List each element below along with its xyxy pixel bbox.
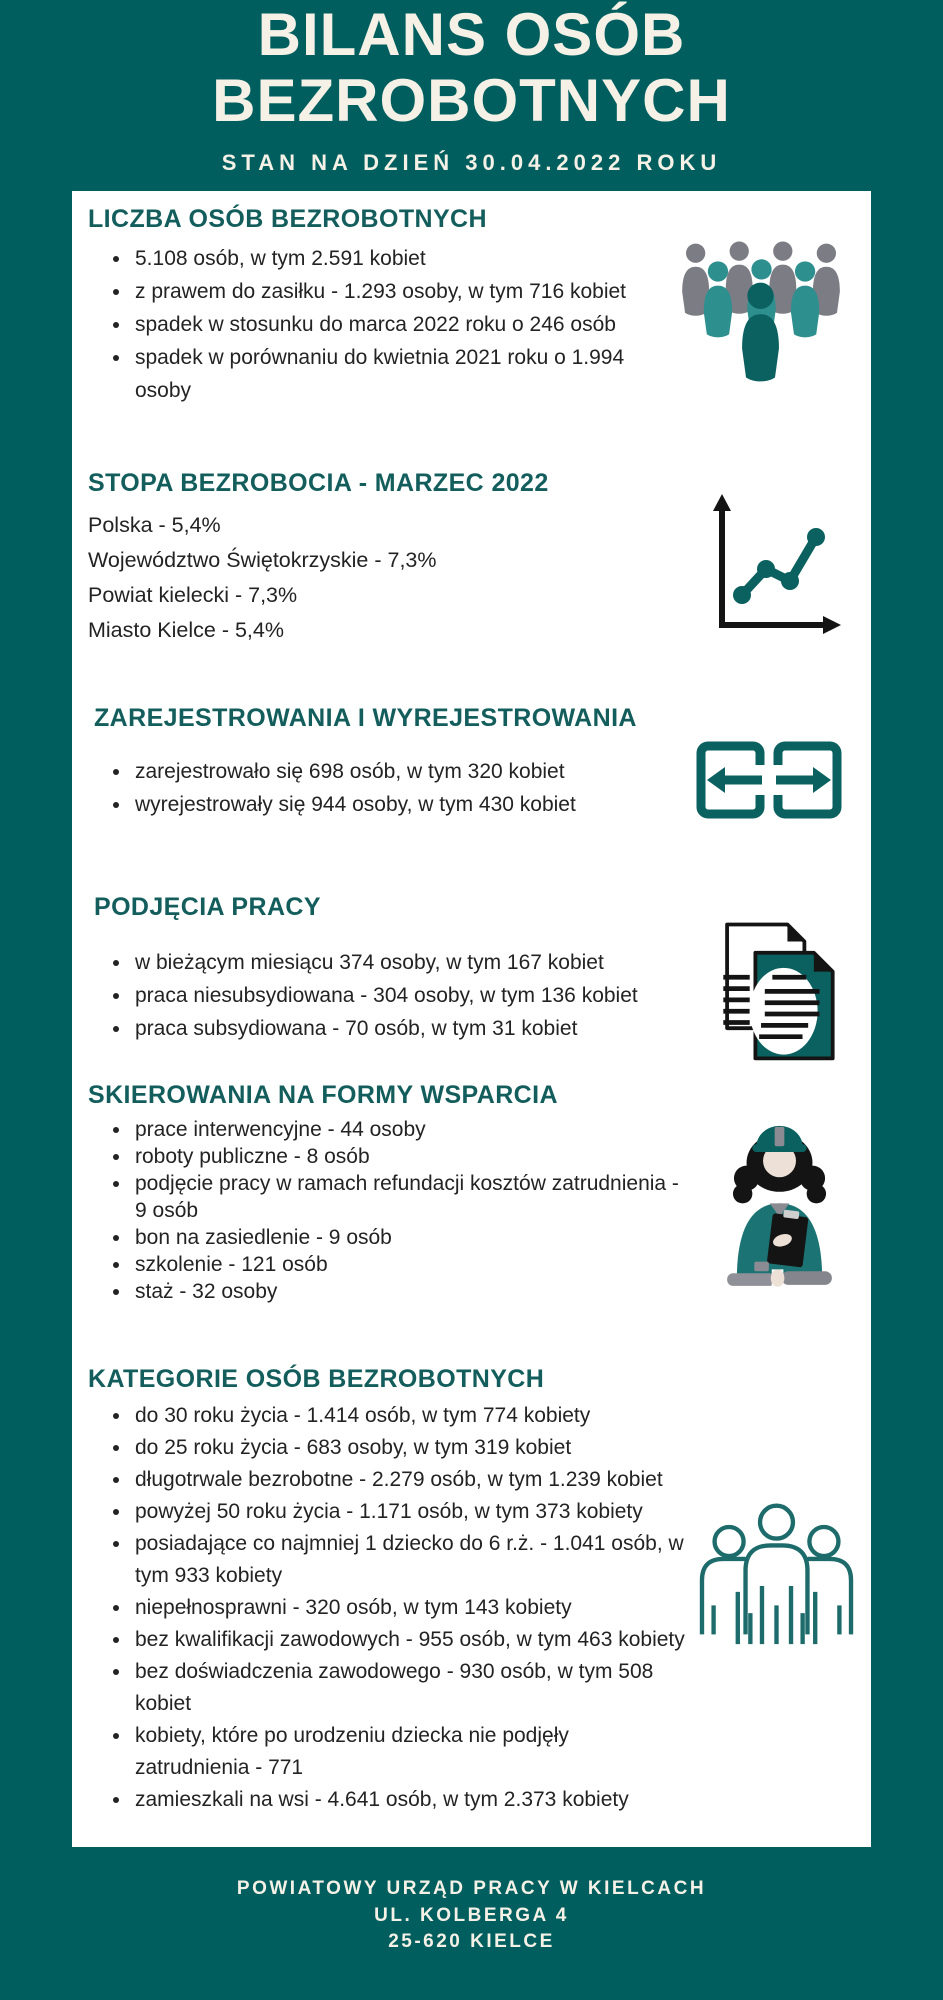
bullet-item: • szkolenie - 121 osób — [132, 1251, 688, 1278]
bullet-item: • posiadające co najmniej 1 dziecko do 6 r.ż. - 1.041 osób, w tym 933 kobiety — [132, 1528, 688, 1592]
section-heading: KATEGORIE OSÓB BEZROBOTNYCH — [88, 1365, 545, 1393]
bullet-item: • niepełnosprawni - 320 osób, w tym 143 kobiety — [132, 1592, 688, 1624]
bullet-list — [88, 1400, 688, 1816]
bullet-item: • do 25 roku życia - 683 osoby, w tym 319 kobiet — [132, 1432, 688, 1464]
bullet-item: • w bieżącym miesiącu 374 osoby, w tym 167 kobiet — [132, 946, 680, 979]
section-heading: LICZBA OSÓB BEZROBOTNYCH — [88, 205, 487, 233]
section-heading: PODJĘCIA PRACY — [94, 893, 321, 921]
bullet-item: • długotrwale bezrobotne - 2.279 osób, w tym 1.239 kobiet — [132, 1464, 688, 1496]
footer-address — [0, 1876, 943, 1956]
bullet-item: • powyżej 50 roku życia - 1.171 osób, w tym 373 kobiety — [132, 1496, 688, 1528]
line-chart-icon — [692, 489, 842, 644]
female-worker-icon — [700, 1105, 860, 1302]
footer-line-city: 25-620 KIELCE — [388, 1931, 555, 1952]
bullet-item: • zarejestrowało się 698 osób, w tym 320 kobiet — [132, 755, 680, 788]
documents-icon — [712, 915, 844, 1070]
transfer-arrows-icon — [694, 739, 844, 826]
bullet-item: • praca subsydiowana - 70 osób, w tym 31 kobiet — [132, 1012, 680, 1045]
bullet-list — [88, 1116, 688, 1305]
team-outline-icon — [694, 1497, 859, 1652]
bullet-item: • praca niesubsydiowana - 304 osoby, w tym 136 kobiet — [132, 979, 680, 1012]
bullet-item: • 5.108 osób, w tym 2.591 kobiet — [132, 242, 680, 275]
content-card — [72, 191, 871, 1847]
footer-line-street: UL. KOLBERGA 4 — [374, 1904, 569, 1926]
bullet-list — [88, 946, 680, 1045]
bullet-item: • spadek w stosunku do marca 2022 roku o 246 osób — [132, 308, 680, 341]
bullet-item: • prace interwencyjne - 44 osoby — [132, 1116, 688, 1143]
infographic-header — [0, 0, 943, 176]
page-subtitle: STAN NA DZIEŃ 30.04.2022 ROKU — [221, 150, 722, 175]
bullet-list — [88, 242, 680, 407]
bullet-item: • spadek w porównaniu do kwietnia 2021 roku o 1.994 osoby — [132, 341, 680, 407]
bullet-item: • do 30 roku życia - 1.414 osób, w tym 774 kobiety — [132, 1400, 688, 1432]
stat-line: Polska - 5,4% — [88, 513, 221, 537]
bullet-item: • bez kwalifikacji zawodowych - 955 osób, w tym 463 kobiety — [132, 1624, 688, 1656]
bullet-item: • wyrejestrowały się 944 osoby, w tym 430 kobiet — [132, 788, 680, 821]
page-title: BILANS OSÓB BEZROBOTNYCH — [212, 1, 731, 134]
bullet-item: • bez doświadczenia zawodowego - 930 osób, w tym 508 kobiet — [132, 1656, 688, 1720]
bullet-item: • staż - 32 osoby — [132, 1278, 688, 1305]
section-heading: ZAREJESTROWANIA I WYREJESTROWANIA — [94, 704, 637, 732]
footer-line-org: POWIATOWY URZĄD PRACY W KIELCACH — [236, 1878, 707, 1899]
stat-lines — [88, 508, 680, 648]
section-heading: STOPA BEZROBOCIA - MARZEC 2022 — [88, 469, 549, 497]
bullet-item: • podjęcie pracy w ramach refundacji kosztów zatrudnienia - 9 osób — [132, 1170, 688, 1224]
crowd-icon — [670, 237, 850, 394]
bullet-item: • kobiety, które po urodzeniu dziecka nie podjęły zatrudnienia - 771 — [132, 1720, 688, 1784]
stat-line: Miasto Kielce - 5,4% — [88, 618, 284, 642]
bullet-item: • zamieszkali na wsi - 4.641 osób, w tym 2.373 kobiety — [132, 1784, 688, 1816]
bullet-item: • z prawem do zasiłku - 1.293 osoby, w tym 716 kobiet — [132, 275, 680, 308]
bullet-item: • roboty publiczne - 8 osób — [132, 1143, 688, 1170]
stat-line: Powiat kielecki - 7,3% — [88, 583, 298, 607]
stat-line: Województwo Świętokrzyskie - 7,3% — [88, 548, 437, 572]
bullet-item: • bon na zasiedlenie - 9 osób — [132, 1224, 688, 1251]
section-heading: SKIEROWANIA NA FORMY WSPARCIA — [88, 1081, 558, 1109]
bullet-list — [88, 755, 680, 821]
